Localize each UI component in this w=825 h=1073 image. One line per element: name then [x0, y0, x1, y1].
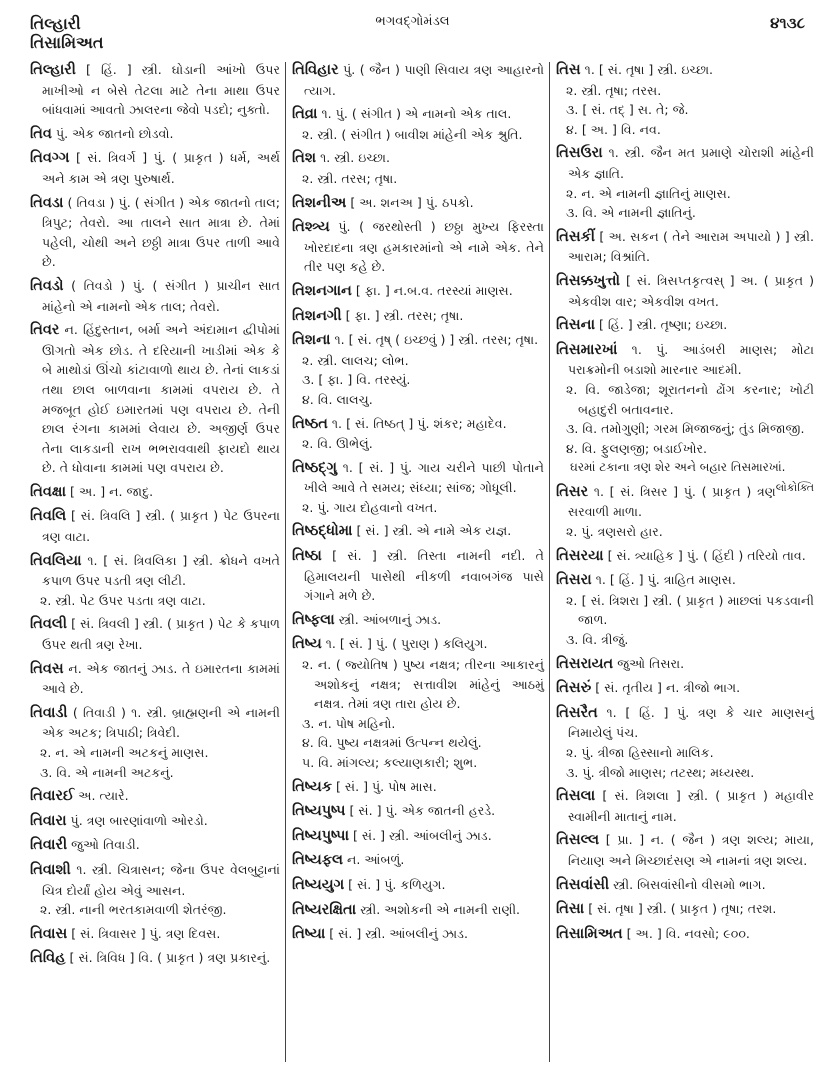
dictionary-entry	[30, 786, 280, 807]
sense-line: ૪. વિ. લાલચુ.	[302, 391, 373, 407]
dictionary-entry	[292, 306, 544, 327]
entry-main	[30, 276, 280, 316]
headword: તિસક્કખુત્તો	[556, 272, 621, 289]
definition: ન. એક જાતનું ઝાડ. તે ઇમારતના કામમાં આવે છે.	[42, 660, 280, 697]
definition: [ સં. ત્રિવર્ગ ] પું. ( પ્રાકૃત ) ધર્મ, અર્થ અને કામ એ ત્રણ પુરુષાર્થ.	[42, 150, 280, 186]
definition: ૧. [ હિં. ] પું. ત્રાહિત માણસ.	[595, 572, 736, 588]
dictionary-entry	[292, 521, 544, 542]
headword: તિશનીઅ	[292, 194, 347, 211]
definition: સ્ત્રી. અશોકની એ નામની રાણી.	[360, 901, 521, 917]
definition: ૧. [ સં. તૃષ્ ( ઇચ્છવું ) ] સ્ત્રી. તરસ; તૃષા.	[334, 332, 539, 348]
definition: ( તિવડા ) પું. ( સંગીત ) એક જાતનો તાલ; ત્રિપુટ; તેવરો. આ તાલને સાત માત્રા છે. તેમાં પહેલી, ચોથી અને છઠ્ઠી માત્રા ઉપર તાળી આવે છે.	[42, 194, 280, 270]
definition: જુઓ તિસરા.	[617, 655, 685, 671]
headword: તિવાડી	[30, 704, 68, 721]
dictionary-entry	[556, 315, 814, 336]
first-guide-word: તિલ્હારી	[30, 14, 81, 33]
definition: પું. એક જાતનો છોડવો.	[55, 125, 174, 141]
dictionary-entry	[30, 124, 280, 145]
headword: તિસઉરા	[556, 145, 603, 162]
entry-main	[556, 482, 814, 522]
sense-line: ૩. પું. ત્રીજો માણસ; તટસ્થ; મધ્યસ્થ.	[566, 764, 755, 780]
headword: તિવિહ	[30, 950, 66, 967]
definition: ( તિવડો ) પું. ( સંગીત ) પ્રાચીન સાત માંહેનો એ નામનો એક તાલ; તેવરો.	[42, 277, 280, 314]
dictionary-entry	[30, 948, 280, 969]
entry-main	[292, 148, 544, 169]
headword: તિશ	[292, 150, 317, 167]
definition: [ સં. ] સ્ત્રી. તિસ્તા નામની નદી. તે હિમાલયની પાસેથી નીકળી નવાબગંજ પાસે ગંગાને મળે છે.	[304, 548, 544, 604]
definition: [ સં. ] પું. એક જાતની હરડે.	[349, 803, 496, 819]
headword: તિસા	[556, 901, 585, 918]
dictionary-entry	[30, 924, 280, 945]
headword: તિષ્યયુગ	[292, 876, 345, 893]
definition: [ હિં. ] સ્ત્રી. ઘોડાની આંખો ઉપર માખીઓ ન બેસે તેટલા માટે તેના માથા ઉપર બાંધવામાં આવતો ઝાલરના જેવો પડદો; નુક્તો.	[42, 62, 280, 118]
definition: [ સં. ] સ્ત્રી. આંબલીનું ઝાડ.	[329, 926, 468, 942]
definition: ૧. [ સં. ] પું. ગાય ચરીને પાછી પોતાને ખીલે આવે તે સમય; સંધ્યા; સાંજ; ગોધૂલી.	[304, 459, 544, 496]
entry-main	[30, 482, 280, 503]
headword: તિવારઈ	[30, 788, 75, 805]
page-number: ૪૧૩૮	[770, 14, 805, 32]
sense-line: ૨. સ્ત્રી. પેટ ઉપર પડતા ત્રણ વાટા.	[40, 592, 206, 608]
entry-main	[30, 193, 280, 272]
definition: [ સં. ત્રિવાસર ] પું. ત્રણ દિવસ.	[71, 925, 221, 941]
entry-main	[292, 104, 544, 125]
dictionary-entry	[292, 801, 544, 822]
headword: તિવડો	[30, 277, 64, 294]
sense-line: ૩. વિ. એ નામની જ્ઞાતિનું.	[566, 205, 696, 221]
headword: તિશનગાન	[292, 282, 352, 299]
definition: [ સં. તૃષા ] સ્ત્રી. ( પ્રાકૃત ) તૃષા; તરશ.	[588, 901, 777, 917]
dictionary-entry	[556, 703, 814, 782]
definition: [ સં. ત્રિસપ્તકૃત્વસ્ ] અ. ( પ્રાકૃત ) એકવીશ વાર; એકવીશ વખત.	[568, 272, 814, 309]
headword: તિષ્યા	[292, 926, 326, 943]
definition: ૧. [ સં. ] પું. ( પુરાણ ) કલિયુગ.	[325, 636, 488, 652]
definition: સ્ત્રી. બિસવાંસીનો વીસમો ભાગ.	[613, 876, 766, 892]
dictionary-entry	[30, 835, 280, 856]
dictionary-entry	[556, 924, 814, 945]
dictionary-entry	[292, 148, 544, 188]
definition: ૧. પું. આડંબરી માણસ; મોટા પરાક્રમોની બડાશો મારનાર આદમી.	[568, 341, 814, 378]
definition: [ સં. ત્રિવલિ ] સ્ત્રી. ( પ્રાકૃત ) પેટ ઉપરના ત્રણ વાટા.	[42, 508, 280, 545]
sense-line: ૪. વિ. ફુલણજી; બડાઈખોર.	[566, 440, 708, 456]
sense-line: ૨. વિ. ઊભેલું.	[302, 436, 373, 452]
dictionary-entry	[556, 570, 814, 649]
sense-line: ૨. સ્ત્રી. ( સંગીત ) બાવીશ માંહેની એક શ્રુતિ.	[302, 126, 523, 142]
headword: તિવલિ	[30, 508, 67, 525]
dictionary-entry	[292, 414, 544, 454]
definition: [ સં. તૃતીય ] ન. ત્રીજો ભાગ.	[595, 680, 741, 696]
sense-line: ૨. પું. ત્રણસરો હાર.	[566, 524, 663, 540]
headword: તિવારી	[30, 837, 68, 854]
definition: ન. હિંદુસ્તાન, બર્મા અને અંદામાન દ્વીપોમાં ઊગતો એક છોડ. તે દરિયાની ખાડીમાં એક કે બે માથોડાં ઊંચો કાંટાવાળો થાય છે. તેનાં લાકડાં તથા છાલ બાળવાના કામમાં વપરાય છે. તે મજબૂત હોઈ ઇમારતમાં પણ વપરાય છે. તેની છાલ રંગના કામમાં લેવાય છે. અજીર્ણ ઉપર તેના લાકડાની રાખ ભભરાવવાથી ફાયદો થાય છે. તે ધોવાના કામમાં પણ વપરાય છે.	[42, 322, 280, 476]
dictionary-entry	[556, 482, 814, 542]
sense-line: ૩. વિ. એ નામની અટકનું.	[40, 764, 174, 780]
entry-main	[292, 217, 544, 277]
definition: [ અ. સકન ( તેને આરામ અપાયો ) ] સ્ત્રી. આરામ; વિશ્રાંતિ.	[568, 228, 815, 265]
sense-line: ૨. વિ. જાડેજા; શૂરાતનનો ઢોંગ કરનાર; ખોટી બહાદુરી બતાવનાર.	[566, 381, 814, 417]
entry-main	[30, 551, 280, 591]
column-2	[292, 60, 544, 949]
headword: તિસામિઅત	[556, 925, 623, 942]
dictionary-entry	[292, 634, 544, 772]
headword: તિસના	[556, 317, 595, 334]
headword: તિવ	[30, 125, 52, 142]
headword: તિસ	[556, 62, 581, 78]
sense-line: ૨. ન. ( જ્યોતિષ ) પુષ્ય નક્ષત્ર; તીરના આકારનું અશોકનું નક્ષત્ર; સત્તાવીશ માંહેનું આઠમું નક્ષત્ર. તેમાં ત્રણ તારા હોય છે.	[302, 657, 544, 712]
entry-main	[556, 899, 814, 920]
definition: ૧. [ સં. ત્રિવલિકા ] સ્ત્રી. ક્રોધને વખતે કપાળ ઉપર પડતી ત્રણ લીટી.	[42, 552, 280, 589]
definition: ૧. સ્ત્રી. ચિત્રાસન; જેના ઉપર વેલબુટ્ટાનાં ચિત્ર દોર્યાં હોય એવું આસન.	[42, 861, 280, 898]
entry-main	[556, 546, 814, 567]
entry-main	[556, 924, 814, 945]
definition: [ સં. ત્રિશલા ] સ્ત્રી. ( પ્રાકૃત ) મહાવીર સ્વામીની માતાનું નામ.	[568, 788, 814, 824]
entry-main	[556, 570, 814, 591]
dictionary-entry	[292, 104, 544, 144]
headword: તિવક્ષા	[30, 483, 67, 500]
headword: તિસલા	[556, 788, 596, 805]
book-title: ભગવદ્ગોમંડલ	[375, 14, 450, 29]
definition: ( તિવાડી ) ૧. સ્ત્રી. બ્રાહ્મણની એ નામની એક અટક; ત્રિપાઠી; ત્રિવેદી.	[42, 704, 280, 741]
entry-main	[30, 924, 280, 945]
entry-main	[30, 659, 280, 699]
entry-main	[292, 330, 544, 351]
dictionary-entry	[30, 860, 280, 920]
sense-line: ૪. [ અ. ] વિ. નવ.	[566, 121, 661, 137]
entry-main	[292, 610, 544, 631]
dictionary-entry	[30, 811, 280, 832]
dictionary-entry	[556, 875, 814, 896]
dictionary-entry	[556, 143, 814, 222]
headword: તિષ્ઠદ્ગુ	[292, 459, 337, 476]
entry-main	[556, 315, 814, 336]
entry-main	[292, 900, 544, 921]
entry-main	[292, 777, 544, 798]
dictionary-entry	[30, 659, 280, 699]
dictionary-entry	[556, 60, 814, 139]
entry-main	[30, 124, 280, 145]
definition: ૧. સ્ત્રી. જૈન મત પ્રમાણે ચોરાશી માંહેની એક જ્ઞાતિ.	[568, 145, 814, 181]
headword: તિવગ્ગ	[30, 150, 70, 167]
sense-line: ૩. વિ. તમોગુણી; ગરમ મિજાજનું; તુંડ મિજાજી.	[566, 421, 805, 437]
entry-main	[292, 924, 544, 945]
headword: તિસવાંસી	[556, 876, 610, 893]
definition: સ્ત્રી. આંબળાનું ઝાડ.	[338, 611, 442, 627]
headword: તિસલ્લ	[556, 832, 600, 849]
headword: તિષ્યક	[292, 778, 332, 795]
definition: [ સં. ] સ્ત્રી. એ નામે એક યજ્ઞ.	[356, 523, 512, 539]
entry-main	[292, 521, 544, 542]
dictionary-entry	[292, 60, 544, 100]
sense-line: ૨. ન. એ નામની અટકનું માણસ.	[40, 745, 209, 760]
dictionary-entry	[292, 458, 544, 518]
column-3	[556, 60, 814, 948]
dictionary-entry	[292, 281, 544, 302]
entry-main	[30, 60, 280, 120]
sense-line: ૨. સ્ત્રી. લાલચ; લોભ.	[302, 352, 409, 368]
column-divider	[285, 62, 286, 1062]
entry-main	[30, 860, 280, 900]
dictionary-entry	[292, 330, 544, 409]
definition: [ ફા. ] સ્ત્રી. તરસ; તૃષા.	[345, 307, 464, 323]
sense-line: ૩. ન. પોષ મહિનો.	[302, 715, 396, 731]
sense-line: ૨. [ સં. ત્રિશરા ] સ્ત્રી. ( પ્રાકૃત ) માછલાં પકડવાની જાળ.	[566, 592, 814, 628]
entry-main	[30, 506, 280, 546]
entry-main	[292, 458, 544, 498]
headword: તિસરૈત	[556, 704, 598, 721]
dictionary-entry	[292, 875, 544, 896]
headword: તિષ્ઠત	[292, 415, 328, 432]
entry-main	[292, 60, 544, 100]
dictionary-entry	[556, 227, 814, 267]
entry-main	[556, 227, 814, 267]
dictionary-entry	[292, 193, 544, 214]
entry-main	[30, 811, 280, 832]
dictionary-entry	[292, 217, 544, 277]
definition: ૧. [ સં. તિષ્ઠત્ ] પું. શંકર; મહાદેવ.	[331, 415, 507, 431]
sense-line: ૩. [ સં. તદ્ ] સ. તે; જે.	[566, 102, 689, 118]
dictionary-entry	[292, 924, 544, 945]
dictionary-entry	[30, 506, 280, 546]
entry-main	[292, 634, 544, 655]
headword: તિષ્યપુષ્પા	[292, 827, 349, 844]
headword: તિસરાયત	[556, 655, 614, 672]
definition: [ સં. ] પું. કળિયુગ.	[348, 876, 446, 892]
headword: તિસકીં	[556, 228, 596, 245]
definition: ન. આંબળું.	[347, 852, 405, 868]
definition: [ હિં. ] સ્ત્રી. તૃષ્ણા; ઇચ્છા.	[599, 317, 728, 333]
headword: તિવાસ	[30, 925, 68, 942]
headword: તિષ્યરક્ષિતા	[292, 901, 357, 918]
headword: તિશ્ત્ર્ય	[292, 219, 330, 236]
definition: [ ફા. ] ન.બ.વ. તરસ્યાં માણસ.	[355, 282, 513, 298]
dictionary-entry	[292, 900, 544, 921]
entry-main	[292, 281, 544, 302]
headword: તિષ્ફલા	[292, 611, 335, 628]
headword: તિવ્રા	[292, 106, 318, 123]
definition: [ અ. ] ન. જાદુ.	[70, 483, 154, 499]
definition: પું. ( જરથોસ્તી ) છઠ્ઠા મુખ્ય ફિરસ્તા ખોરદાદના ત્રણ હમકારમાંનો એ નામે એક. તેને તીર પણ કહે છે.	[304, 219, 544, 275]
definition: ૧. [ હિં. ] પું. ત્રણ કે ચાર માણસનું નિમાયેલું પંચ.	[568, 704, 814, 741]
headword: તિસરા	[556, 572, 592, 589]
sense-line: ૨. ન. એ નામની જ્ઞાતિનું માણસ.	[566, 185, 731, 201]
headword: તિવલી	[30, 616, 68, 633]
headword: તિસર	[556, 483, 589, 500]
definition: [ સં. ] સ્ત્રી. આંબલીનું ઝાડ.	[353, 827, 492, 843]
sense-line: ૩. વિ. ત્રીજું.	[566, 632, 629, 648]
sense-line: ૨. પું. ત્રીજા હિસ્સાનો માલિક.	[566, 745, 714, 760]
definition: [ પ્રા. ] ન. ( જૈન ) ત્રણ શલ્ય; માયા, નિયાણ અને મિચ્છાદંસણ એ નામનાં ત્રણ શલ્ય.	[568, 832, 814, 868]
headword: તિસરું	[556, 680, 592, 697]
definition: ૧. [ સં. તૃષા ] સ્ત્રી. ઇચ્છા.	[584, 62, 714, 77]
headword: તિસરયા	[556, 547, 604, 564]
entry-main	[292, 875, 544, 896]
entry-main	[292, 546, 544, 606]
entry-main	[30, 948, 280, 969]
definition: ૧. પું. ( સંગીત ) એ નામનો એક તાલ.	[321, 106, 512, 122]
dictionary-entry	[30, 276, 280, 316]
entry-main	[556, 340, 814, 380]
definition: પું. ત્રણ બારણાંવાળો ઓરડો.	[70, 812, 208, 828]
dictionary-entry	[556, 678, 814, 699]
dictionary-entry	[30, 614, 280, 654]
entry-main	[292, 850, 544, 871]
headword: તિવડા	[30, 194, 64, 211]
entry-main	[556, 143, 814, 183]
sense-line: ૨. સ્ત્રી. તરસ; તૃષા.	[302, 170, 398, 186]
entry-main	[292, 801, 544, 822]
entry-main	[30, 614, 280, 654]
dictionary-entry	[292, 777, 544, 798]
entry-main	[292, 826, 544, 847]
definition: પું. ( જૈન ) પાણી સિવાય ત્રણ આહારનો ત્યાગ.	[304, 62, 544, 98]
headword: તિશના	[292, 332, 331, 349]
entry-main	[556, 786, 814, 826]
headword: તિવિહાર	[292, 62, 339, 78]
dictionary-entry	[30, 193, 280, 272]
entry-main	[30, 703, 280, 743]
definition: અ. ત્યારે.	[78, 788, 129, 804]
headword: તિસમારખાં	[556, 341, 618, 358]
definition: ૧. [ સં. ત્રિસર ] પું. ( પ્રાકૃત ) ત્રણ સરવાળી માળા.	[568, 483, 776, 520]
headword: તિષ્ઠા	[292, 548, 322, 565]
entry-main	[556, 654, 814, 675]
sense-line: ૪. વિ. પુષ્ય નક્ષત્રમાં ઉત્પન્ન થયેલું.	[302, 735, 482, 751]
headword: તિવર	[30, 322, 60, 339]
last-guide-word: તિસામિઅત	[30, 33, 104, 52]
dictionary-entry	[30, 60, 280, 120]
dictionary-entry	[30, 320, 280, 478]
headword: તિવારા	[30, 812, 67, 829]
dictionary-entry	[30, 482, 280, 503]
entry-main	[556, 271, 814, 311]
dictionary-entry	[30, 148, 280, 188]
definition: [ સં. ત્રિવલી ] સ્ત્રી. ( પ્રાકૃત ) પેટ કે કપાળ ઉપર થતી ત્રણ રેખા.	[42, 616, 280, 653]
column-1	[30, 60, 280, 973]
headword: તિલ્હારી	[30, 62, 76, 78]
sense-line: ૩. [ ફા. ] વિ. તરસ્યું.	[302, 372, 411, 388]
column-divider	[549, 62, 550, 1062]
dictionary-entry	[556, 899, 814, 920]
sense-line: ૫. વિ. માંગલ્ય; કલ્યાણકારી; શુભ.	[302, 755, 478, 770]
entry-main	[556, 703, 814, 743]
headword: તિવસ	[30, 660, 64, 677]
dictionary-entry	[556, 546, 814, 567]
definition: ૧. સ્ત્રી. ઇચ્છા.	[320, 150, 390, 166]
dictionary-entry	[556, 271, 814, 311]
dictionary-entry	[556, 830, 814, 870]
definition: [ સં. ] પું. પોષ માસ.	[335, 778, 437, 794]
headword: તિષ્યફલ	[292, 852, 344, 869]
definition: [ અ. શનઅ ] પું. ઠપકો.	[350, 194, 474, 210]
entry-main	[556, 60, 814, 81]
entry-main	[556, 830, 814, 870]
entry-main	[292, 306, 544, 327]
definition: [ સં. ત્રિવિધ ] વિ. ( પ્રાકૃત ) ત્રણ પ્રકારનું.	[69, 950, 271, 966]
definition: [ અ. ] વિ. નવસો; ૯૦૦.	[626, 925, 750, 941]
entry-main	[556, 875, 814, 896]
dictionary-entry	[292, 610, 544, 631]
headword: તિશનગી	[292, 307, 342, 324]
headword: તિવલિયા	[30, 552, 82, 569]
proverb-text: ઘરમાં ટકાના ત્રણ શેર અને બહાર તિસમારખાં.	[570, 460, 786, 475]
dictionary-entry	[292, 826, 544, 847]
entry-main	[30, 148, 280, 188]
dictionary-entry	[556, 786, 814, 826]
dictionary-entry	[30, 551, 280, 611]
definition: [ સં. ત્ર્યાહિક ] પું. ( હિંદી ) તરિયો તાવ.	[607, 547, 806, 563]
headword: તિષ્ઠદ્ધોમા	[292, 523, 353, 540]
entry-main	[292, 414, 544, 435]
headword: તિષ્ય	[292, 636, 322, 653]
dictionary-entry	[30, 703, 280, 782]
entry-main	[292, 193, 544, 214]
headword: તિષ્યપુષ્પ	[292, 803, 346, 820]
entry-main	[30, 320, 280, 478]
dictionary-entry	[556, 654, 814, 675]
dictionary-entry	[292, 850, 544, 871]
sense-line: ૨. સ્ત્રી. તૃષા; તરસ.	[566, 82, 662, 98]
headword: તિવાશી	[30, 861, 71, 878]
entry-main	[30, 835, 280, 856]
entry-main	[30, 786, 280, 807]
proverb-source: લોકોક્તિ	[775, 480, 814, 494]
entry-main	[556, 678, 814, 699]
definition: જુઓ તિવાડી.	[71, 837, 140, 853]
sense-line: ૨. સ્ત્રી. નાની ભરતકામવાળી શેતરંજી.	[40, 902, 227, 918]
dictionary-entry	[292, 546, 544, 606]
sense-line: ૨. પું. ગાય દોહવાનો વખત.	[302, 499, 438, 515]
